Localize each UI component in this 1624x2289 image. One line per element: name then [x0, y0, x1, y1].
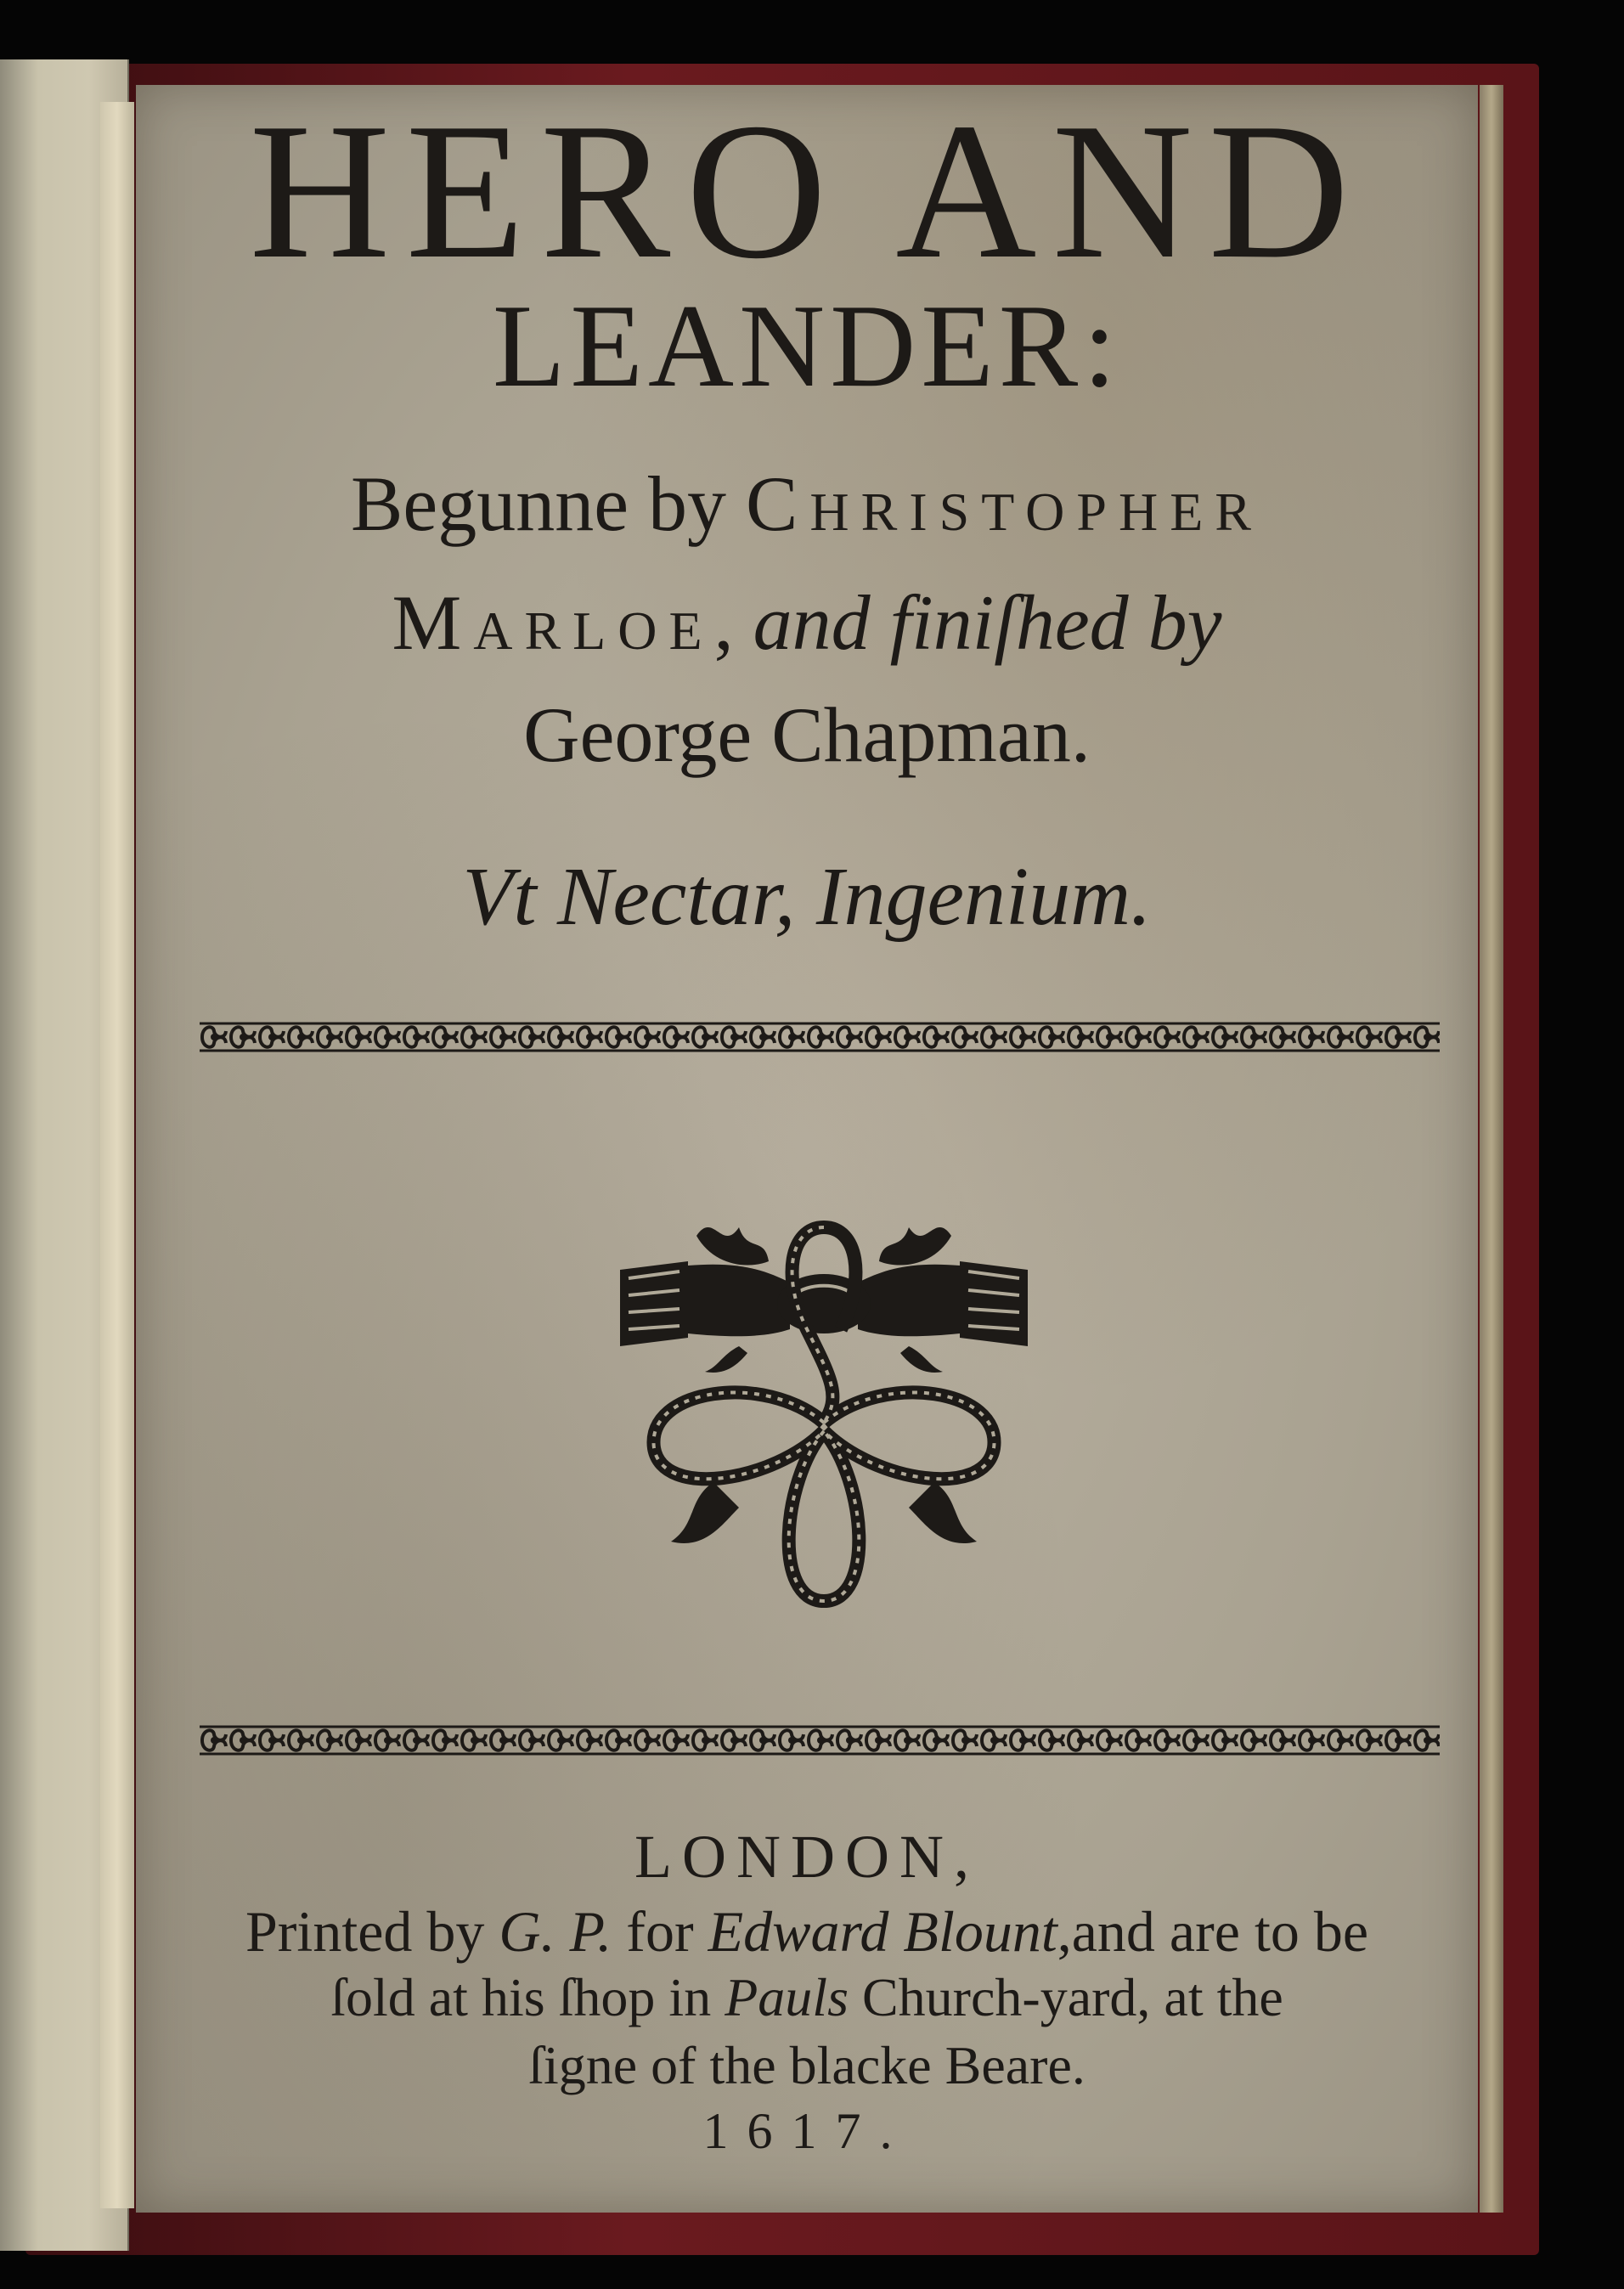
- byline-1: [136, 459, 1478, 549]
- imprint-churchyard: Church-yard, at the: [848, 1967, 1283, 2027]
- imprint-line-1: [136, 1898, 1478, 1965]
- ornament-rule-top: [200, 1019, 1440, 1055]
- author-first-name: Christopher: [746, 460, 1263, 547]
- title-page: [136, 82, 1478, 2213]
- imprint-line-2: [136, 1966, 1478, 2029]
- imprint-city: LONDON,: [634, 1823, 979, 1891]
- motto: Vt Nectar, Ingenium.: [462, 851, 1152, 943]
- page-gutter: [100, 102, 134, 2208]
- imprint-pauls: Pauls: [725, 1967, 849, 2027]
- imprint-shop: ſold at his ſhop in: [330, 1967, 725, 2027]
- title-line-2: LEANDER:: [492, 280, 1122, 412]
- page-edge: [1480, 85, 1503, 2213]
- author-surname: Marloe: [392, 579, 714, 666]
- byline-comma: ,: [713, 579, 753, 666]
- byline-finished: and finiſhed by: [753, 579, 1222, 666]
- imprint-sold: ,and are to be: [1057, 1899, 1369, 1964]
- imprint-year: 1617.: [702, 2103, 911, 2159]
- imprint-for: for: [612, 1899, 708, 1964]
- ornament-rule-bottom: [200, 1722, 1440, 1758]
- imprint-printed-by: Printed by: [245, 1899, 499, 1964]
- byline-2: [136, 578, 1478, 668]
- imprint-printer: G. P.: [499, 1899, 612, 1964]
- imprint-line-3: ſigne of the blacke Beare.: [528, 2035, 1085, 2095]
- title-line-1: HERO AND: [249, 82, 1365, 299]
- imprint-publisher: Edward Blount: [708, 1899, 1057, 1964]
- printers-device: [620, 1202, 1028, 1627]
- byline-begunne: Begunne by: [351, 460, 747, 547]
- byline-3: George Chapman.: [523, 691, 1091, 778]
